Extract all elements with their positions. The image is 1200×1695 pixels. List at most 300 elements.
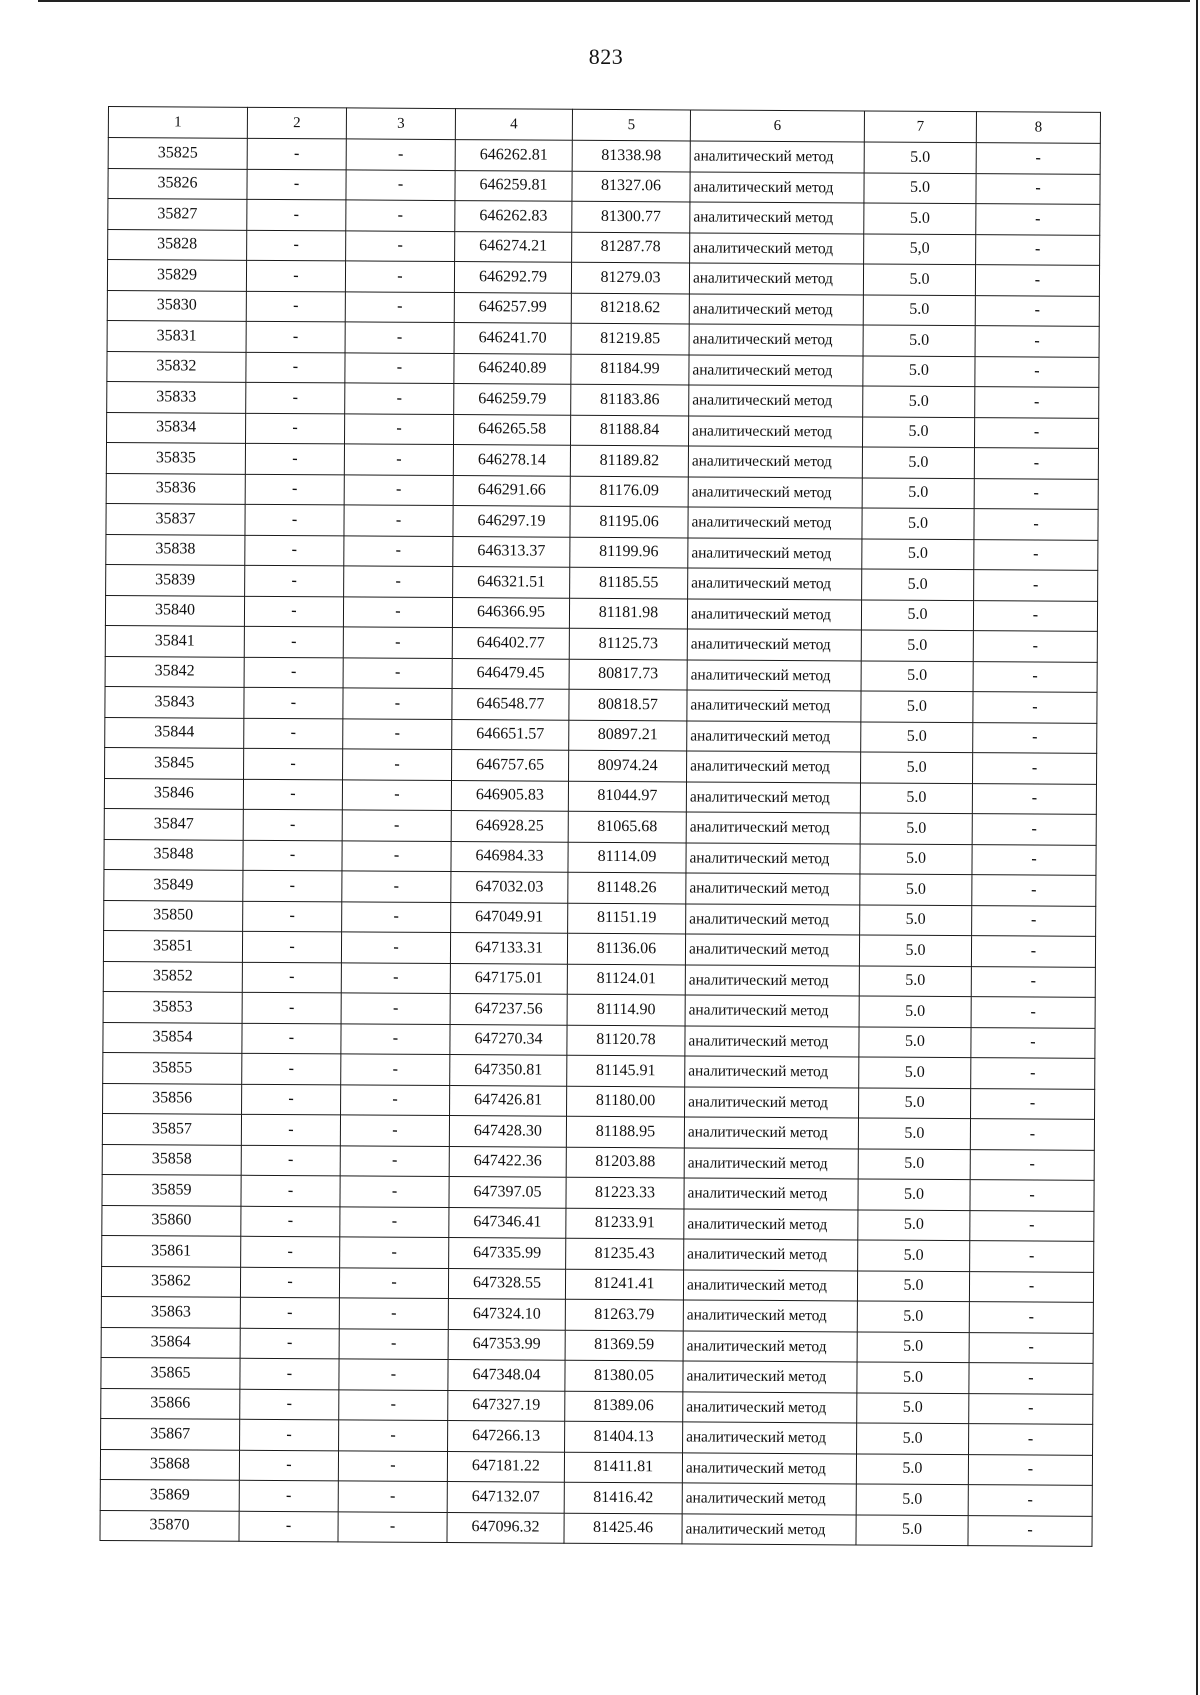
method-cell: аналитический метод (690, 171, 864, 203)
col8-cell: - (969, 1363, 1093, 1394)
method-cell: аналитический метод (688, 476, 862, 508)
col3-cell: - (344, 444, 453, 475)
y-coordinate-cell: 81404.13 (565, 1421, 683, 1452)
col3-cell: - (342, 901, 451, 932)
y-coordinate-cell: 81327.06 (572, 171, 690, 202)
x-coordinate-cell: 647328.55 (448, 1268, 565, 1299)
col8-cell: - (976, 204, 1100, 235)
x-coordinate-cell: 647422.36 (449, 1146, 566, 1177)
column-header: 4 (455, 109, 572, 141)
col2-cell: - (241, 1145, 340, 1176)
col3-cell: - (339, 1328, 448, 1359)
col2-cell: - (246, 260, 345, 291)
col8-cell: - (970, 1210, 1094, 1241)
col8-cell: - (975, 387, 1099, 418)
method-cell: аналитический метод (687, 690, 861, 722)
accuracy-cell: 5.0 (859, 1087, 971, 1118)
col3-cell: - (339, 1298, 448, 1329)
col3-cell: - (346, 139, 455, 170)
method-cell: аналитический метод (689, 324, 863, 356)
method-cell: аналитический метод (683, 1330, 857, 1362)
method-cell: аналитический метод (688, 415, 862, 447)
accuracy-cell: 5.0 (860, 874, 972, 905)
accuracy-cell: 5.0 (862, 508, 974, 539)
y-coordinate-cell: 81195.06 (570, 506, 688, 537)
method-cell: аналитический метод (684, 1239, 858, 1271)
y-coordinate-cell: 81416.42 (564, 1482, 682, 1513)
y-coordinate-cell: 81183.86 (571, 384, 689, 415)
col8-cell: - (970, 1119, 1094, 1150)
x-coordinate-cell: 646291.66 (453, 475, 570, 506)
col2-cell: - (244, 596, 343, 627)
method-cell: аналитический метод (688, 568, 862, 600)
y-coordinate-cell: 81218.62 (571, 293, 689, 324)
point-number-cell: 35839 (106, 564, 245, 595)
x-coordinate-cell: 646262.81 (455, 140, 572, 171)
x-coordinate-cell: 646240.89 (454, 353, 571, 384)
col2-cell: - (239, 1450, 338, 1481)
accuracy-cell: 5.0 (860, 813, 972, 844)
col8-cell: - (971, 1058, 1095, 1089)
method-cell: аналитический метод (685, 1025, 859, 1057)
col8-cell: - (974, 570, 1098, 601)
col3-cell: - (340, 1115, 449, 1146)
page-top-border (38, 0, 1190, 2)
col3-cell: - (341, 1054, 450, 1085)
x-coordinate-cell: 646257.99 (454, 292, 571, 323)
method-cell: аналитический метод (688, 537, 862, 569)
col2-cell: - (246, 382, 345, 413)
col3-cell: - (342, 840, 451, 871)
method-cell: аналитический метод (688, 446, 862, 478)
col8-cell: - (972, 905, 1096, 936)
method-cell: аналитический метод (687, 751, 861, 783)
accuracy-cell: 5.0 (856, 1514, 968, 1545)
col3-cell: - (339, 1420, 448, 1451)
y-coordinate-cell: 81199.96 (570, 537, 688, 568)
point-number-cell: 35858 (102, 1144, 241, 1175)
col2-cell: - (245, 443, 344, 474)
y-coordinate-cell: 81369.59 (565, 1330, 683, 1361)
x-coordinate-cell: 646292.79 (454, 262, 571, 293)
x-coordinate-cell: 646651.57 (452, 719, 569, 750)
x-coordinate-cell: 647096.32 (447, 1512, 564, 1543)
y-coordinate-cell: 81136.06 (567, 933, 685, 964)
accuracy-cell: 5,0 (864, 233, 976, 264)
col3-cell: - (345, 291, 454, 322)
x-coordinate-cell: 647346.41 (449, 1207, 566, 1238)
x-coordinate-cell: 646265.58 (453, 414, 570, 445)
x-coordinate-cell: 647049.91 (451, 902, 568, 933)
col2-cell: - (243, 779, 342, 810)
x-coordinate-cell: 646259.81 (455, 170, 572, 201)
point-number-cell: 35825 (108, 138, 247, 169)
col8-cell: - (972, 753, 1096, 784)
col3-cell: - (340, 1237, 449, 1268)
y-coordinate-cell: 81176.09 (570, 476, 688, 507)
method-cell: аналитический метод (685, 1086, 859, 1118)
col8-cell: - (973, 600, 1097, 631)
x-coordinate-cell: 646313.37 (453, 536, 570, 567)
x-coordinate-cell: 647426.81 (450, 1085, 567, 1116)
col3-cell: - (345, 322, 454, 353)
y-coordinate-cell: 81287.78 (572, 232, 690, 263)
col2-cell: - (243, 840, 342, 871)
point-number-cell: 35851 (103, 930, 242, 961)
point-number-cell: 35835 (106, 442, 245, 473)
accuracy-cell: 5.0 (863, 355, 975, 386)
point-number-cell: 35833 (107, 381, 246, 412)
col2-cell: - (243, 870, 342, 901)
point-number-cell: 35827 (108, 199, 247, 230)
col3-cell: - (341, 1023, 450, 1054)
y-coordinate-cell: 81223.33 (566, 1177, 684, 1208)
y-coordinate-cell: 81241.41 (565, 1269, 683, 1300)
point-number-cell: 35861 (102, 1235, 241, 1266)
accuracy-cell: 5.0 (863, 264, 975, 295)
col2-cell: - (240, 1297, 339, 1328)
col8-cell: - (971, 1088, 1095, 1119)
column-header: 1 (108, 107, 247, 139)
point-number-cell: 35868 (100, 1449, 239, 1480)
col3-cell: - (340, 1145, 449, 1176)
y-coordinate-cell: 81189.82 (570, 445, 688, 476)
point-number-cell: 35867 (101, 1418, 240, 1449)
x-coordinate-cell: 646402.77 (452, 628, 569, 659)
accuracy-cell: 5.0 (861, 630, 973, 661)
y-coordinate-cell: 80897.21 (569, 720, 687, 751)
col2-cell: - (242, 1023, 341, 1054)
column-header: 5 (572, 109, 690, 141)
x-coordinate-cell: 646278.14 (453, 445, 570, 476)
col3-cell: - (342, 871, 451, 902)
point-number-cell: 35832 (107, 351, 246, 382)
point-number-cell: 35837 (106, 503, 245, 534)
col8-cell: - (975, 326, 1099, 357)
col3-cell: - (343, 627, 452, 658)
accuracy-cell: 5.0 (857, 1362, 969, 1393)
point-number-cell: 35865 (101, 1357, 240, 1388)
col3-cell: - (339, 1389, 448, 1420)
col3-cell: - (338, 1481, 447, 1512)
accuracy-cell: 5.0 (864, 203, 976, 234)
col3-cell: - (346, 230, 455, 261)
point-number-cell: 35870 (100, 1510, 239, 1541)
point-number-cell: 35826 (108, 168, 247, 199)
col8-cell: - (975, 356, 1099, 387)
point-number-cell: 35864 (101, 1327, 240, 1358)
accuracy-cell: 5.0 (857, 1423, 969, 1454)
y-coordinate-cell: 81279.03 (571, 262, 689, 293)
accuracy-cell: 5.0 (864, 142, 976, 173)
col2-cell: - (243, 901, 342, 932)
y-coordinate-cell: 81114.90 (567, 994, 685, 1025)
y-coordinate-cell: 81380.05 (565, 1360, 683, 1391)
x-coordinate-cell: 647132.07 (447, 1482, 564, 1513)
col8-cell: - (974, 417, 1098, 448)
col3-cell: - (344, 566, 453, 597)
col8-cell: - (968, 1485, 1092, 1516)
col8-cell: - (969, 1332, 1093, 1363)
y-coordinate-cell: 81124.01 (567, 964, 685, 995)
x-coordinate-cell: 646984.33 (451, 841, 568, 872)
x-coordinate-cell: 647270.34 (450, 1024, 567, 1055)
x-coordinate-cell: 646905.83 (451, 780, 568, 811)
x-coordinate-cell: 646259.79 (454, 384, 571, 415)
y-coordinate-cell: 81203.88 (566, 1147, 684, 1178)
col2-cell: - (247, 169, 346, 200)
method-cell: аналитический метод (685, 964, 859, 996)
col2-cell: - (240, 1389, 339, 1420)
x-coordinate-cell: 646321.51 (453, 567, 570, 598)
point-number-cell: 35860 (102, 1205, 241, 1236)
accuracy-cell: 5.0 (859, 965, 971, 996)
accuracy-cell: 5.0 (857, 1392, 969, 1423)
method-cell: аналитический метод (688, 507, 862, 539)
col3-cell: - (343, 596, 452, 627)
col2-cell: - (239, 1480, 338, 1511)
col2-cell: - (247, 138, 346, 169)
method-cell: аналитический метод (690, 232, 864, 264)
y-coordinate-cell: 81125.73 (569, 628, 687, 659)
col8-cell: - (975, 295, 1099, 326)
x-coordinate-cell: 646274.21 (455, 231, 572, 262)
y-coordinate-cell: 81263.79 (565, 1299, 683, 1330)
point-number-cell: 35836 (106, 473, 245, 504)
y-coordinate-cell: 81411.81 (564, 1452, 682, 1483)
y-coordinate-cell: 80974.24 (569, 750, 687, 781)
point-number-cell: 35853 (103, 991, 242, 1022)
method-cell: аналитический метод (683, 1422, 857, 1454)
accuracy-cell: 5.0 (860, 904, 972, 935)
y-coordinate-cell: 81065.68 (568, 811, 686, 842)
col2-cell: - (244, 687, 343, 718)
method-cell: аналитический метод (687, 659, 861, 691)
accuracy-cell: 5.0 (863, 294, 975, 325)
accuracy-cell: 5.0 (862, 477, 974, 508)
accuracy-cell: 5.0 (856, 1453, 968, 1484)
y-coordinate-cell: 81148.26 (568, 872, 686, 903)
method-cell: аналитический метод (689, 263, 863, 295)
method-cell: аналитический метод (682, 1513, 856, 1545)
point-number-cell: 35850 (104, 900, 243, 931)
col8-cell: - (969, 1271, 1093, 1302)
point-number-cell: 35849 (104, 869, 243, 900)
accuracy-cell: 5.0 (857, 1331, 969, 1362)
col8-cell: - (968, 1454, 1092, 1485)
y-coordinate-cell: 80818.57 (569, 689, 687, 720)
method-cell: аналитический метод (686, 812, 860, 844)
col8-cell: - (973, 661, 1097, 692)
method-cell: аналитический метод (689, 293, 863, 325)
x-coordinate-cell: 647133.31 (450, 933, 567, 964)
y-coordinate-cell: 81185.55 (570, 567, 688, 598)
col3-cell: - (339, 1359, 448, 1390)
point-number-cell: 35842 (105, 656, 244, 687)
page-number: 823 (588, 44, 624, 69)
y-coordinate-cell: 81044.97 (568, 781, 686, 812)
point-number-cell: 35862 (101, 1266, 240, 1297)
accuracy-cell: 5.0 (858, 1179, 970, 1210)
y-coordinate-cell: 81120.78 (567, 1025, 685, 1056)
point-number-cell: 35854 (103, 1022, 242, 1053)
table-body (100, 138, 1100, 1547)
point-number-cell: 35845 (105, 747, 244, 778)
method-cell: аналитический метод (682, 1483, 856, 1515)
col2-cell: - (244, 657, 343, 688)
col3-cell: - (343, 688, 452, 719)
page-right-border (1196, 0, 1198, 1695)
col8-cell: - (973, 631, 1097, 662)
point-number-cell: 35859 (102, 1174, 241, 1205)
col3-cell: - (341, 1084, 450, 1115)
point-number-cell: 35838 (106, 534, 245, 565)
col2-cell: - (242, 931, 341, 962)
x-coordinate-cell: 647350.81 (450, 1055, 567, 1086)
x-coordinate-cell: 646241.70 (454, 323, 571, 354)
col2-cell: - (240, 1267, 339, 1298)
col2-cell: - (247, 230, 346, 261)
accuracy-cell: 5.0 (857, 1270, 969, 1301)
accuracy-cell: 5.0 (862, 569, 974, 600)
accuracy-cell: 5.0 (857, 1301, 969, 1332)
col8-cell: - (976, 173, 1100, 204)
accuracy-cell: 5.0 (859, 1057, 971, 1088)
col3-cell: - (344, 413, 453, 444)
point-number-cell: 35840 (105, 595, 244, 626)
col2-cell: - (246, 352, 345, 383)
col8-cell: - (971, 936, 1095, 967)
y-coordinate-cell: 81219.85 (571, 323, 689, 354)
accuracy-cell: 5.0 (856, 1484, 968, 1515)
accuracy-cell: 5.0 (863, 325, 975, 356)
col2-cell: - (241, 1206, 340, 1237)
accuracy-cell: 5.0 (862, 416, 974, 447)
col8-cell: - (969, 1302, 1093, 1333)
point-number-cell: 35857 (102, 1113, 241, 1144)
point-number-cell: 35834 (107, 412, 246, 443)
col8-cell: - (970, 1149, 1094, 1180)
col8-cell: - (972, 814, 1096, 845)
col8-cell: - (969, 1393, 1093, 1424)
coordinates-table (99, 106, 1100, 1547)
x-coordinate-cell: 646297.19 (453, 506, 570, 537)
x-coordinate-cell: 646479.45 (452, 658, 569, 689)
method-cell: аналитический метод (686, 873, 860, 905)
col8-cell: - (969, 1424, 1093, 1455)
col3-cell: - (339, 1267, 448, 1298)
y-coordinate-cell: 81151.19 (568, 903, 686, 934)
col2-cell: - (246, 413, 345, 444)
accuracy-cell: 5.0 (858, 1209, 970, 1240)
col3-cell: - (344, 474, 453, 505)
point-number-cell: 35831 (107, 320, 246, 351)
col3-cell: - (338, 1511, 447, 1542)
accuracy-cell: 5.0 (858, 1118, 970, 1149)
method-cell: аналитический метод (686, 903, 860, 935)
point-number-cell: 35841 (105, 625, 244, 656)
col2-cell: - (244, 718, 343, 749)
x-coordinate-cell: 647353.99 (448, 1329, 565, 1360)
point-number-cell: 35830 (107, 290, 246, 321)
col8-cell: - (971, 1027, 1095, 1058)
accuracy-cell: 5.0 (861, 721, 973, 752)
col3-cell: - (338, 1450, 447, 1481)
col3-cell: - (342, 779, 451, 810)
accuracy-cell: 5.0 (860, 843, 972, 874)
col3-cell: - (340, 1176, 449, 1207)
y-coordinate-cell: 81181.98 (569, 598, 687, 629)
col8-cell: - (971, 997, 1095, 1028)
method-cell: аналитический метод (687, 598, 861, 630)
col8-cell: - (972, 844, 1096, 875)
method-cell: аналитический метод (686, 842, 860, 874)
point-number-cell: 35843 (105, 686, 244, 717)
col2-cell: - (245, 504, 344, 535)
col2-cell: - (245, 565, 344, 596)
point-number-cell: 35856 (103, 1083, 242, 1114)
x-coordinate-cell: 647175.01 (450, 963, 567, 994)
x-coordinate-cell: 647266.13 (448, 1421, 565, 1452)
accuracy-cell: 5.0 (858, 1148, 970, 1179)
method-cell: аналитический метод (684, 1117, 858, 1149)
col2-cell: - (245, 474, 344, 505)
x-coordinate-cell: 646366.95 (452, 597, 569, 628)
column-header: 7 (864, 111, 976, 143)
method-cell: аналитический метод (683, 1269, 857, 1301)
point-number-cell: 35828 (108, 229, 247, 260)
col2-cell: - (242, 1053, 341, 1084)
col2-cell: - (243, 809, 342, 840)
col8-cell: - (974, 539, 1098, 570)
col2-cell: - (244, 626, 343, 657)
accuracy-cell: 5.0 (859, 935, 971, 966)
col8-cell: - (973, 692, 1097, 723)
y-coordinate-cell: 81233.91 (566, 1208, 684, 1239)
col8-cell: - (970, 1241, 1094, 1272)
x-coordinate-cell: 647324.10 (448, 1299, 565, 1330)
method-cell: аналитический метод (685, 1056, 859, 1088)
col3-cell: - (343, 657, 452, 688)
col3-cell: - (345, 352, 454, 383)
col2-cell: - (242, 962, 341, 993)
col2-cell: - (242, 1084, 341, 1115)
x-coordinate-cell: 646928.25 (451, 811, 568, 842)
accuracy-cell: 5.0 (860, 752, 972, 783)
point-number-cell: 35847 (104, 808, 243, 839)
y-coordinate-cell: 81338.98 (572, 140, 690, 171)
accuracy-cell: 5.0 (859, 996, 971, 1027)
x-coordinate-cell: 647327.19 (448, 1390, 565, 1421)
point-number-cell: 35863 (101, 1296, 240, 1327)
col3-cell: - (345, 261, 454, 292)
method-cell: аналитический метод (687, 629, 861, 661)
accuracy-cell: 5.0 (858, 1240, 970, 1271)
point-number-cell: 35852 (103, 961, 242, 992)
method-cell: аналитический метод (683, 1361, 857, 1393)
column-header: 2 (247, 107, 346, 139)
col2-cell: - (246, 321, 345, 352)
method-cell: аналитический метод (684, 1178, 858, 1210)
x-coordinate-cell: 647335.99 (449, 1238, 566, 1269)
col3-cell: - (344, 535, 453, 566)
y-coordinate-cell: 81188.95 (566, 1116, 684, 1147)
col3-cell: - (346, 200, 455, 231)
point-number-cell: 35846 (104, 778, 243, 809)
method-cell: аналитический метод (682, 1452, 856, 1484)
col3-cell: - (342, 810, 451, 841)
x-coordinate-cell: 647428.30 (449, 1116, 566, 1147)
